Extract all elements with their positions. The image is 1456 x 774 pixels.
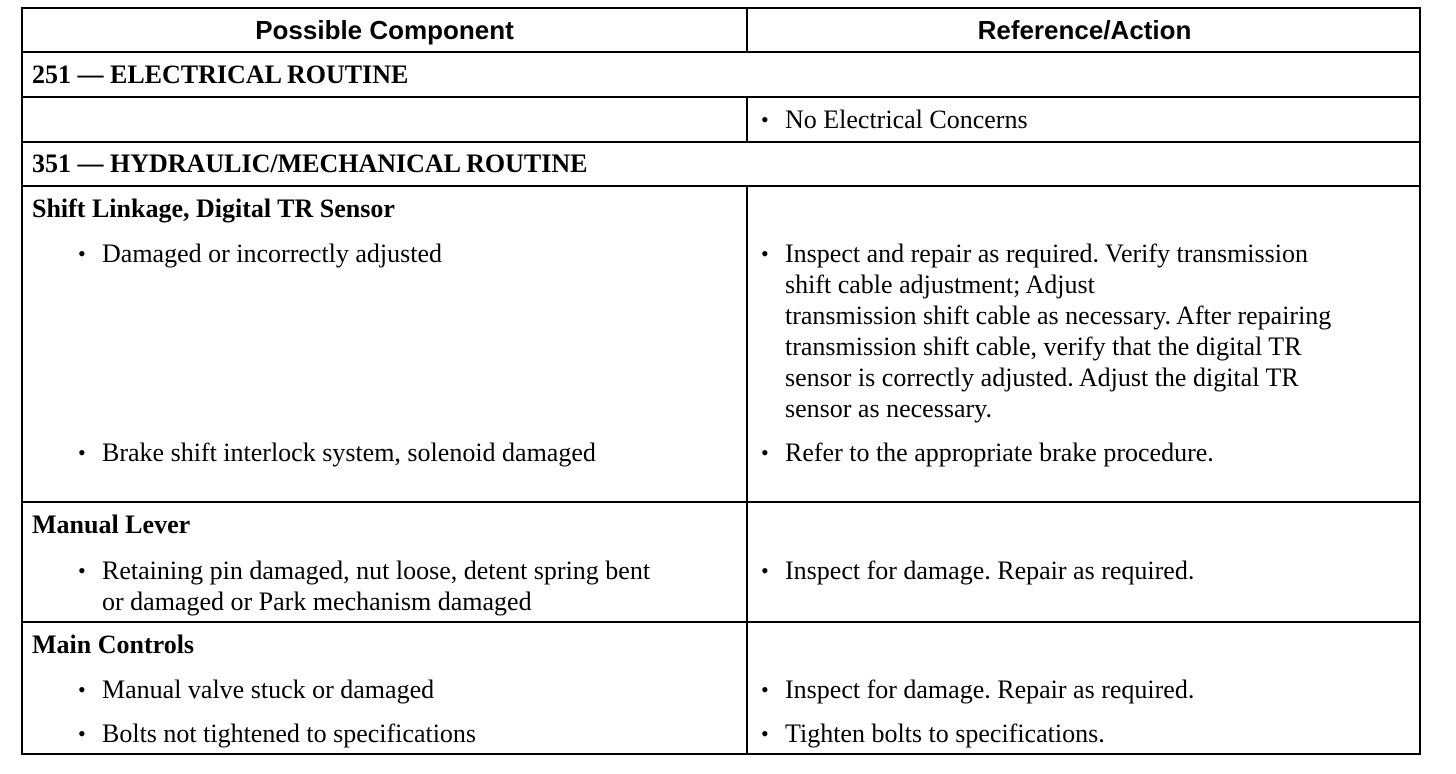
action-text-line: sensor as necessary. <box>785 394 992 423</box>
component-text: Manual valve stuck or damaged <box>102 675 435 704</box>
action-text: No Electrical Concerns <box>785 105 1028 134</box>
bullet: • <box>761 241 769 266</box>
action-text-line: Inspect and repair as required. Verify transmission <box>785 239 1308 268</box>
row-divider <box>23 141 1419 143</box>
row-divider <box>23 621 1419 623</box>
column-divider <box>746 185 748 755</box>
bullet: • <box>78 241 86 266</box>
section-title-electrical-routine: 251 — ELECTRICAL ROUTINE <box>32 60 409 89</box>
column-divider <box>746 96 748 141</box>
bullet: • <box>78 440 86 465</box>
action-text-line: transmission shift cable, verify that the digital TR <box>785 332 1302 361</box>
action-text: Inspect for damage. Repair as required. <box>785 675 1195 704</box>
action-text: Inspect for damage. Repair as required. <box>785 556 1195 585</box>
group-title-main-controls: Main Controls <box>32 630 195 659</box>
component-text-line: or damaged or Park mechanism damaged <box>102 587 532 616</box>
bullet: • <box>78 558 86 583</box>
action-text-line: sensor is correctly adjusted. Adjust the digital TR <box>785 363 1299 392</box>
bullet: • <box>78 721 86 746</box>
row-divider <box>23 185 1419 187</box>
group-title-manual-lever: Manual Lever <box>32 510 191 539</box>
column-header-possible-component: Possible Component <box>255 15 514 45</box>
component-text: Bolts not tightened to specifications <box>102 719 477 748</box>
component-text-line: Retaining pin damaged, nut loose, detent spring bent <box>102 556 651 585</box>
bullet: • <box>761 440 769 465</box>
header-divider <box>23 51 1419 53</box>
bullet: • <box>761 107 769 132</box>
group-title-shift-linkage: Shift Linkage, Digital TR Sensor <box>32 194 395 223</box>
row-divider <box>23 501 1419 503</box>
diagnostic-table <box>21 7 1421 755</box>
bullet: • <box>761 558 769 583</box>
bullet: • <box>761 721 769 746</box>
bullet: • <box>761 677 769 702</box>
section-title-hydraulic-mechanical-routine: 351 — HYDRAULIC/MECHANICAL ROUTINE <box>32 149 588 178</box>
action-text: Tighten bolts to specifications. <box>785 719 1105 748</box>
column-header-reference-action: Reference/Action <box>977 15 1192 45</box>
bullet: • <box>78 677 86 702</box>
component-text: Brake shift interlock system, solenoid damaged <box>102 438 596 467</box>
component-text: Damaged or incorrectly adjusted <box>102 239 443 268</box>
action-text: Refer to the appropriate brake procedure. <box>785 438 1214 467</box>
action-text-line: transmission shift cable as necessary. After repairing <box>785 301 1332 330</box>
action-text-line: shift cable adjustment; Adjust <box>785 270 1095 299</box>
row-divider <box>23 96 1419 98</box>
